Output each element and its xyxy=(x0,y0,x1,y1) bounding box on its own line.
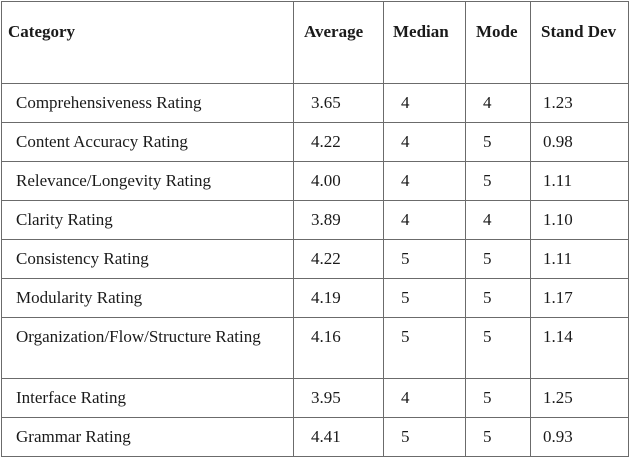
cell-stand-dev: 1.25 xyxy=(531,379,629,418)
cell-average: 4.22 xyxy=(294,240,384,279)
cell-average: 3.89 xyxy=(294,201,384,240)
cell-mode: 5 xyxy=(466,279,531,318)
cell-category: Organization/Flow/Structure Rating xyxy=(2,318,294,379)
header-median: Median xyxy=(384,2,466,84)
cell-category: Grammar Rating xyxy=(2,418,294,457)
cell-median: 4 xyxy=(384,201,466,240)
cell-category: Modularity Rating xyxy=(2,279,294,318)
cell-stand-dev: 0.93 xyxy=(531,418,629,457)
cell-median: 5 xyxy=(384,279,466,318)
cell-median: 4 xyxy=(384,162,466,201)
table-row xyxy=(2,379,629,418)
cell-category: Content Accuracy Rating xyxy=(2,123,294,162)
table-row xyxy=(2,84,629,123)
cell-average: 3.65 xyxy=(294,84,384,123)
cell-mode: 5 xyxy=(466,240,531,279)
cell-mode: 5 xyxy=(466,318,531,379)
cell-average: 4.41 xyxy=(294,418,384,457)
table-row xyxy=(2,240,629,279)
cell-stand-dev: 1.14 xyxy=(531,318,629,379)
cell-average: 4.19 xyxy=(294,279,384,318)
cell-stand-dev: 1.11 xyxy=(531,240,629,279)
cell-average: 4.16 xyxy=(294,318,384,379)
table-row xyxy=(2,162,629,201)
table-row xyxy=(2,201,629,240)
header-stand-dev: Stand Dev xyxy=(531,2,629,84)
cell-mode: 5 xyxy=(466,123,531,162)
cell-stand-dev: 1.17 xyxy=(531,279,629,318)
cell-category: Interface Rating xyxy=(2,379,294,418)
cell-mode: 5 xyxy=(466,379,531,418)
cell-mode: 5 xyxy=(466,162,531,201)
cell-category: Clarity Rating xyxy=(2,201,294,240)
header-average: Average xyxy=(294,2,384,84)
cell-average: 4.00 xyxy=(294,162,384,201)
cell-mode: 4 xyxy=(466,201,531,240)
header-mode: Mode xyxy=(466,2,531,84)
table-row xyxy=(2,318,629,379)
cell-median: 5 xyxy=(384,240,466,279)
header-category: Category xyxy=(2,2,294,84)
cell-mode: 4 xyxy=(466,84,531,123)
cell-stand-dev: 1.10 xyxy=(531,201,629,240)
cell-median: 5 xyxy=(384,418,466,457)
table-row xyxy=(2,279,629,318)
cell-category: Consistency Rating xyxy=(2,240,294,279)
cell-median: 4 xyxy=(384,84,466,123)
cell-average: 3.95 xyxy=(294,379,384,418)
cell-stand-dev: 0.98 xyxy=(531,123,629,162)
cell-stand-dev: 1.11 xyxy=(531,162,629,201)
cell-average: 4.22 xyxy=(294,123,384,162)
ratings-table xyxy=(1,1,629,457)
cell-category: Comprehensiveness Rating xyxy=(2,84,294,123)
cell-median: 4 xyxy=(384,123,466,162)
cell-stand-dev: 1.23 xyxy=(531,84,629,123)
table-row xyxy=(2,123,629,162)
table-row xyxy=(2,418,629,457)
cell-mode: 5 xyxy=(466,418,531,457)
cell-median: 5 xyxy=(384,318,466,379)
cell-median: 4 xyxy=(384,379,466,418)
cell-category: Relevance/Longevity Rating xyxy=(2,162,294,201)
header-row xyxy=(2,2,629,84)
